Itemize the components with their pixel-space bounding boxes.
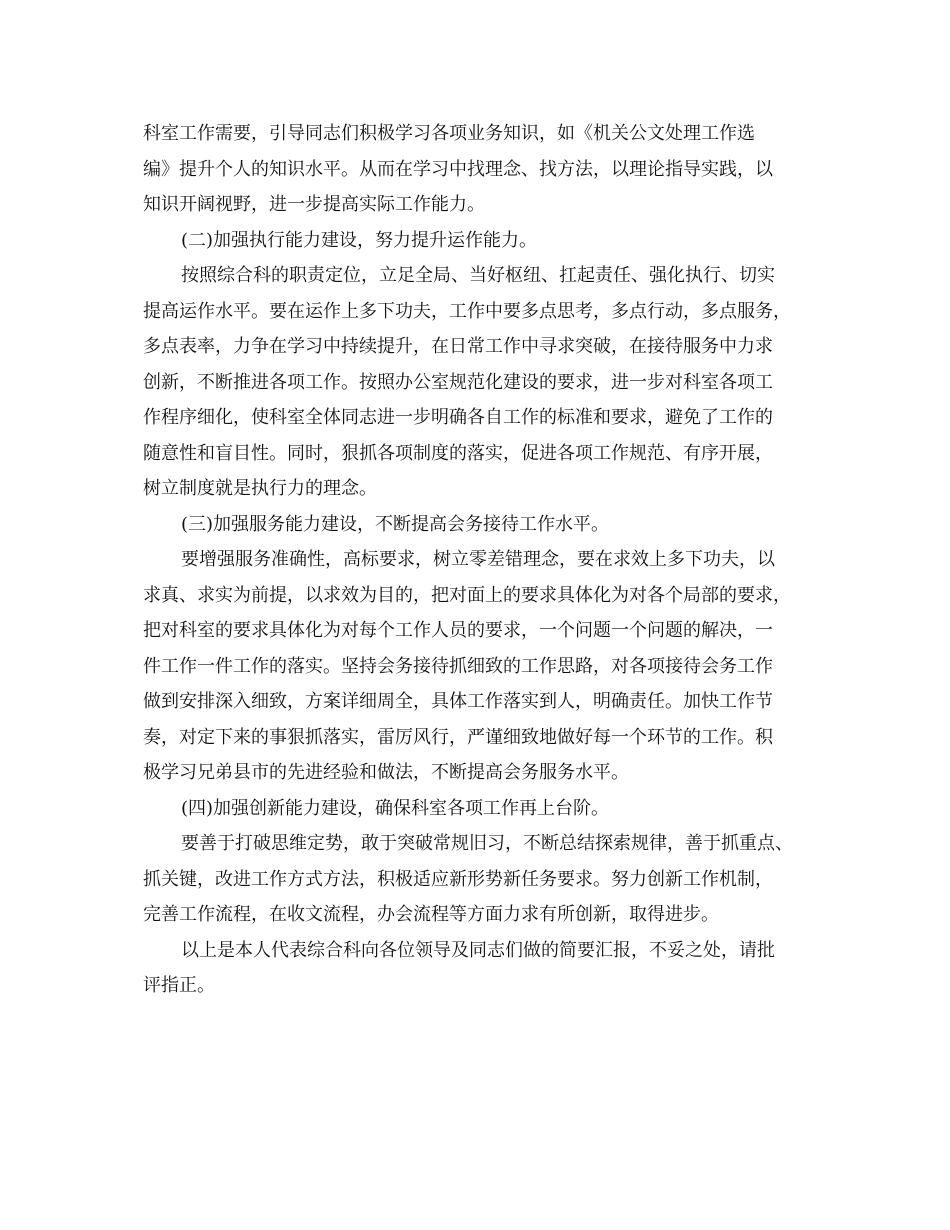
heading-line: (四)加强创新能力建设，确保科室各项工作再上台阶。 (181, 797, 610, 819)
text-line: 以上是本人代表综合科向各位领导及同志们做的简要汇报，不妥之处，请批 (181, 939, 775, 961)
document-body (143, 116, 803, 1004)
text-line: 作程序细化，使科室全体同志进一步明确各自工作的标准和要求，避免了工作的 (143, 407, 773, 428)
text-line: 做到安排深入细致，方案详细周全，具体工作落实到人，明确责任。加快工作节 (143, 691, 773, 712)
text-line: 完善工作流程，在收文流程，办会流程等方面力求有所创新，取得进步。 (143, 904, 719, 925)
paragraph-continuation (143, 116, 803, 223)
text-line: 提高运作水平。要在运作上多下功夫，工作中要多点思考，多点行动，多点服务， (143, 300, 791, 322)
heading-line: (三)加强服务能力建设，不断提高会务接待工作水平。 (181, 513, 610, 535)
text-line: 按照综合科的职责定位，立足全局、当好枢纽、扛起责任、强化执行、切实 (181, 265, 775, 286)
text-line: 件工作一件工作的落实。坚持会务接待抓细致的工作思路，对各项接待会务工作 (143, 655, 773, 677)
section-heading-3 (143, 507, 803, 543)
section-heading-4 (143, 791, 803, 827)
paragraph-innovation (143, 826, 803, 933)
heading-line: (二)加强执行能力建设，努力提升运作能力。 (181, 229, 538, 251)
text-line: 要善于打破思维定势，敢于突破常规旧习，不断总结探索规律，善于抓重点、 (181, 833, 793, 854)
text-line: 抓关键，改进工作方式方法，积极适应新形势新任务要求。努力创新工作机制， (143, 868, 773, 890)
paragraph-execution (143, 258, 803, 507)
section-heading-2 (143, 223, 803, 259)
paragraph-service (143, 542, 803, 791)
text-line: 创新，不断推进各项工作。按照办公室规范化建设的要求，进一步对科室各项工 (143, 371, 773, 393)
text-line: 极学习兄弟县市的先进经验和做法，不断提高会务服务水平。 (143, 762, 629, 783)
text-line: 评指正。 (143, 975, 215, 996)
text-line: 要增强服务准确性，高标要求，树立零差错理念，要在求效上多下功夫，以 (181, 549, 775, 570)
text-line: 多点表率，力争在学习中持续提升，在日常工作中寻求突破，在接待服务中力求 (143, 336, 773, 357)
text-line: 把对科室的要求具体化为对每个工作人员的要求，一个问题一个问题的解决，一 (143, 620, 773, 641)
paragraph-closing (143, 933, 803, 1004)
text-line: 奏，对定下来的事狠抓落实，雷厉风行，严谨细致地做好每一个环节的工作。积 (143, 726, 773, 748)
text-line: 科室工作需要，引导同志们积极学习各项业务知识，如《机关公文处理工作选 (143, 123, 755, 144)
text-line: 树立制度就是执行力的理念。 (143, 478, 377, 499)
text-line: 编》提升个人的知识水平。从而在学习中找理念、找方法，以理论指导实践，以 (143, 158, 773, 180)
text-line: 随意性和盲目性。同时，狠抓各项制度的落实，促进各项工作规范、有序开展， (143, 442, 773, 464)
text-line: 求真、求实为前提，以求效为目的，把对面上的要求具体化为对各个局部的要求， (143, 584, 791, 606)
text-line: 知识开阔视野，进一步提高实际工作能力。 (143, 194, 485, 215)
